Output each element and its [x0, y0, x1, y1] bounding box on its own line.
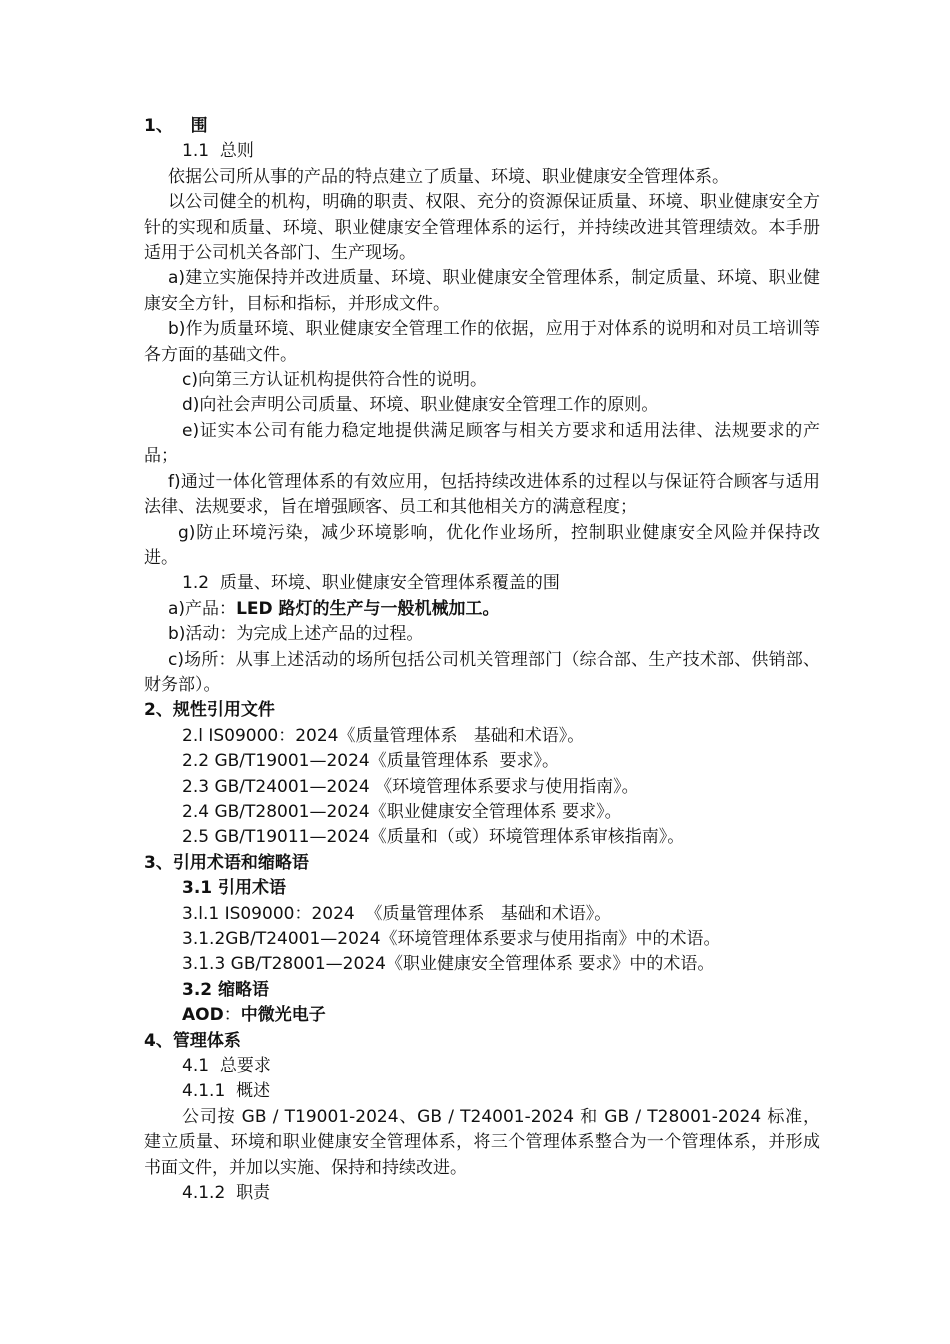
list-item-f: f)通过一体化管理体系的有效应用，包括持续改进体系的过程以与保证符合顾客与适用法律、法规要求，旨在增强顾客、员工和其他相关方的满意程度； [144, 471, 820, 518]
list-item-e: e)证实本公司有能力稳定地提供满足顾客与相关方要求和适用法律、法规要求的产品； [144, 420, 820, 467]
abbreviation-value: 中微光电子 [240, 1005, 326, 1026]
subsection-4-1-2-heading: 4.1.2 职责 [182, 1183, 271, 1204]
subsection-4-1-1-heading: 4.1.1 概述 [182, 1081, 271, 1102]
list-item-a: a)建立实施保持并改进质量、环境、职业健康安全管理体系，制定质量、环境、职业健康安全方针，目标和指标，并形成文件。 [144, 268, 820, 314]
paragraph-basis: 依据公司所从事的产品的特点建立了质量、环境、职业健康安全管理体系。 [168, 166, 729, 187]
subsection-1-2-heading: 1.2 质量、环境、职业健康安全管理体系覆盖的围 [182, 573, 560, 594]
section-3-heading: 3、引用术语和缩略语 [144, 852, 309, 873]
reference-4: 2.4 GB/T28001—2024《职业健康安全管理体系 要求》。 [182, 801, 622, 822]
scope-product-value: LED 路灯的生产与一般机械加工。 [236, 598, 500, 619]
reference-2: 2.2 GB/T19001—2024《质量管理体系 要求》。 [182, 751, 560, 772]
section-1-heading: 1、 围 [144, 116, 208, 136]
paragraph-overview: 公司按 GB / T19001-2024、GB / T24001-2024 和 GB / T28001-2024 标准，建立质量、环境和职业健康安全管理体系，将三个管理体系整合为一个管理体系，并形成书面文件，并加以实施、保持和持续改进。 [144, 1106, 820, 1178]
abbreviation-entry [144, 1003, 820, 1028]
subsection-3-2-heading: 3.2 缩略语 [182, 979, 270, 1000]
abbreviation-key: AOD [182, 1005, 224, 1026]
document-page [144, 114, 820, 1206]
paragraph-organization: 以公司健全的机构，明确的职责、权限、充分的资源保证质量、环境、职业健康安全方针的实现和质量、环境、职业健康安全管理体系的运行，并持续改进其管理绩效。本手册适用于公司机关各部门、生产现场。 [144, 192, 820, 264]
term-3: 3.1.3 GB/T28001—2024《职业健康安全管理体系 要求》中的术语。 [182, 954, 715, 975]
term-1: 3.l.1 IS09000：2024 《质量管理体系 基础和术语》。 [182, 903, 612, 924]
list-item-d: d)向社会声明公司质量、环境、职业健康安全管理工作的原则。 [182, 395, 659, 416]
list-item-g: g)防止环境污染，减少环境影响，优化作业场所，控制职业健康安全风险并保持改进。 [144, 522, 820, 568]
subsection-3-1-heading: 3.1 引用术语 [182, 878, 287, 899]
list-item-c: c)向第三方认证机构提供符合性的说明。 [182, 370, 487, 391]
term-2: 3.1.2GB/T24001—2024《环境管理体系要求与使用指南》中的术语。 [182, 929, 721, 949]
scope-site: c)场所：从事上述活动的场所包括公司机关管理部门（综合部、生产技术部、供销部、财务部）。 [144, 649, 820, 695]
reference-1: 2.l IS09000：2024《质量管理体系 基础和术语》。 [182, 725, 585, 746]
reference-3: 2.3 GB/T24001—2024 《环境管理体系要求与使用指南》。 [182, 776, 639, 797]
section-2-heading: 2、规性引用文件 [144, 700, 275, 721]
reference-5: 2.5 GB/T19011—2024《质量和（或）环境管理体系审核指南》。 [182, 827, 685, 848]
section-4-heading: 4、管理体系 [144, 1030, 241, 1051]
list-item-b: b)作为质量环境、职业健康安全管理工作的依据，应用于对体系的说明和对员工培训等各方面的基础文件。 [144, 319, 820, 365]
subsection-1-1-heading: 1.1 总则 [182, 141, 254, 162]
abbreviation-separator: ： [223, 1005, 241, 1026]
scope-product [144, 597, 820, 622]
scope-product-label: a)产品： [168, 598, 237, 619]
scope-activity: b)活动：为完成上述产品的过程。 [168, 624, 424, 645]
subsection-4-1-heading: 4.1 总要求 [182, 1056, 271, 1077]
